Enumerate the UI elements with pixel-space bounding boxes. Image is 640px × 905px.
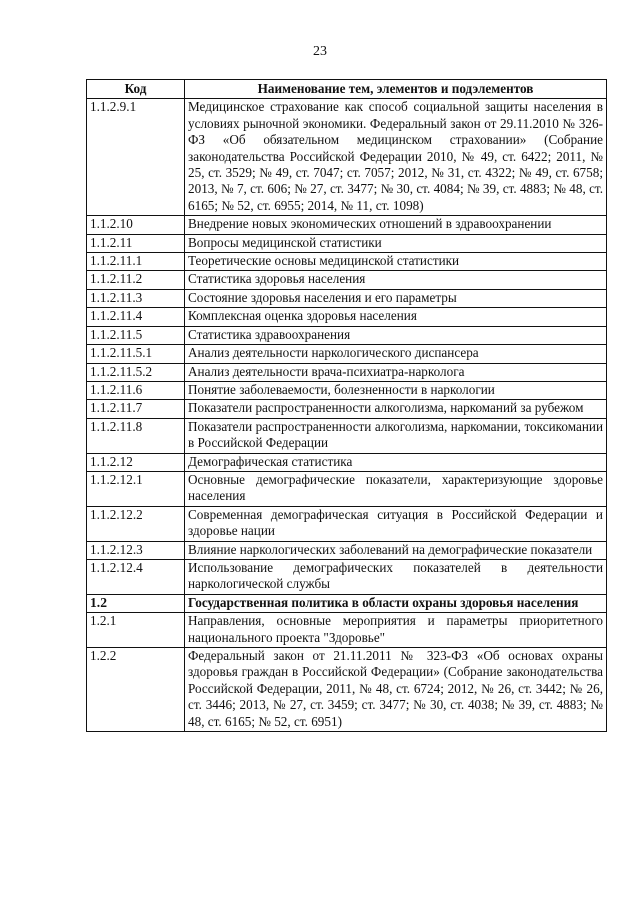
- row-name: Направления, основные мероприятия и параметры приоритетного национального проекта "Здоровье": [185, 613, 607, 648]
- table-body: [87, 99, 607, 732]
- table-row: [87, 363, 607, 381]
- row-name: Комплексная оценка здоровья населения: [185, 308, 607, 326]
- row-name: Понятие заболеваемости, болезненности в наркологии: [185, 381, 607, 399]
- table-row: [87, 99, 607, 216]
- table-row: [87, 326, 607, 344]
- row-code: 1.1.2.10: [87, 216, 185, 234]
- row-name: Основные демографические показатели, характеризующие здоровье населения: [185, 471, 607, 506]
- row-name: Вопросы медицинской статистики: [185, 234, 607, 252]
- row-code: 1.1.2.11.2: [87, 271, 185, 289]
- row-name: Влияние наркологических заболеваний на демографические показатели: [185, 541, 607, 559]
- table-row: [87, 471, 607, 506]
- row-name: Анализ деятельности врача-психиатра-нарколога: [185, 363, 607, 381]
- row-name: Анализ деятельности наркологического диспансера: [185, 345, 607, 363]
- row-code: 1.1.2.11.7: [87, 400, 185, 418]
- page-number: 23: [313, 44, 327, 59]
- row-name: Медицинское страхование как способ социальной защиты населения в условиях рыночной экономики. Федеральный закон от 29.11.2010 № 326-ФЗ «Об обязательном медицинском страховании» (Собрание законодательства Российской Федерации 2010, № 49, ст. 6422; 2011, № 25, ст. 3529; № 49, ст. 7047; ст. 7057; 2012, № 31, ст. 4322; № 49, ст. 6758; 2013, № 7, ст. 606; № 27, ст. 3477; № 30, ст. 4084; № 39, ст. 4883; № 48, ст. 6165; № 52, ст. 6955; 2014, № 11, ст. 1098): [185, 99, 607, 216]
- row-code: 1.1.2.12.3: [87, 541, 185, 559]
- row-name: Федеральный закон от 21.11.2011 № 323-ФЗ «Об основах охраны здоровья граждан в Российской Федерации» (Собрание законодательства Российской Федерации, 2011, № 48, ст. 6724; 2012, № 26, ст. 3442; № 26, ст. 3446; 2013, № 27, ст. 3459; ст. 3477; № 30, ст. 4038; № 39, ст. 4883; № 48, ст. 6165; № 52, ст. 6951): [185, 648, 607, 732]
- row-code: 1.1.2.11.6: [87, 381, 185, 399]
- row-name: Показатели распространенности алкоголизма, наркоманий за рубежом: [185, 400, 607, 418]
- row-code: 1.1.2.11.5: [87, 326, 185, 344]
- row-code: 1.1.2.11.5.2: [87, 363, 185, 381]
- header-name: Наименование тем, элементов и подэлементов: [185, 80, 607, 99]
- table-row: [87, 418, 607, 453]
- row-code: 1.1.2.11: [87, 234, 185, 252]
- table-row: [87, 400, 607, 418]
- row-name: Внедрение новых экономических отношений в здравоохранении: [185, 216, 607, 234]
- table-row: [87, 253, 607, 271]
- header-code: Код: [87, 80, 185, 99]
- topics-table: [86, 79, 607, 732]
- table-row: [87, 648, 607, 732]
- row-code: 1.1.2.11.1: [87, 253, 185, 271]
- row-code: 1.2.1: [87, 613, 185, 648]
- table-row: [87, 506, 607, 541]
- row-name: Использование демографических показателей в деятельности наркологической службы: [185, 559, 607, 594]
- row-name: Состояние здоровья населения и его параметры: [185, 289, 607, 307]
- row-name: Современная демографическая ситуация в Российской Федерации и здоровье нации: [185, 506, 607, 541]
- row-name: Демографическая статистика: [185, 453, 607, 471]
- row-name: Теоретические основы медицинской статистики: [185, 253, 607, 271]
- row-code: 1.1.2.12.2: [87, 506, 185, 541]
- table-row: [87, 289, 607, 307]
- row-code: 1.1.2.11.4: [87, 308, 185, 326]
- table-row: [87, 381, 607, 399]
- table-row: [87, 613, 607, 648]
- row-name: Государственная политика в области охраны здоровья населения: [185, 594, 607, 612]
- table-row: [87, 216, 607, 234]
- row-code: 1.1.2.12.4: [87, 559, 185, 594]
- row-name: Статистика здоровья населения: [185, 271, 607, 289]
- row-code: 1.1.2.11.5.1: [87, 345, 185, 363]
- table-row: [87, 594, 607, 612]
- table-row: [87, 559, 607, 594]
- row-code: 1.2.2: [87, 648, 185, 732]
- table-header-row: [87, 80, 607, 99]
- table-row: [87, 453, 607, 471]
- table-row: [87, 541, 607, 559]
- row-code: 1.1.2.9.1: [87, 99, 185, 216]
- row-code: 1.1.2.11.8: [87, 418, 185, 453]
- row-name: Статистика здравоохранения: [185, 326, 607, 344]
- table-row: [87, 308, 607, 326]
- row-code: 1.2: [87, 594, 185, 612]
- table-row: [87, 234, 607, 252]
- row-code: 1.1.2.12.1: [87, 471, 185, 506]
- table-row: [87, 271, 607, 289]
- row-code: 1.1.2.11.3: [87, 289, 185, 307]
- table-row: [87, 345, 607, 363]
- row-name: Показатели распространенности алкоголизма, наркомании, токсикомании в Российской Федерации: [185, 418, 607, 453]
- row-code: 1.1.2.12: [87, 453, 185, 471]
